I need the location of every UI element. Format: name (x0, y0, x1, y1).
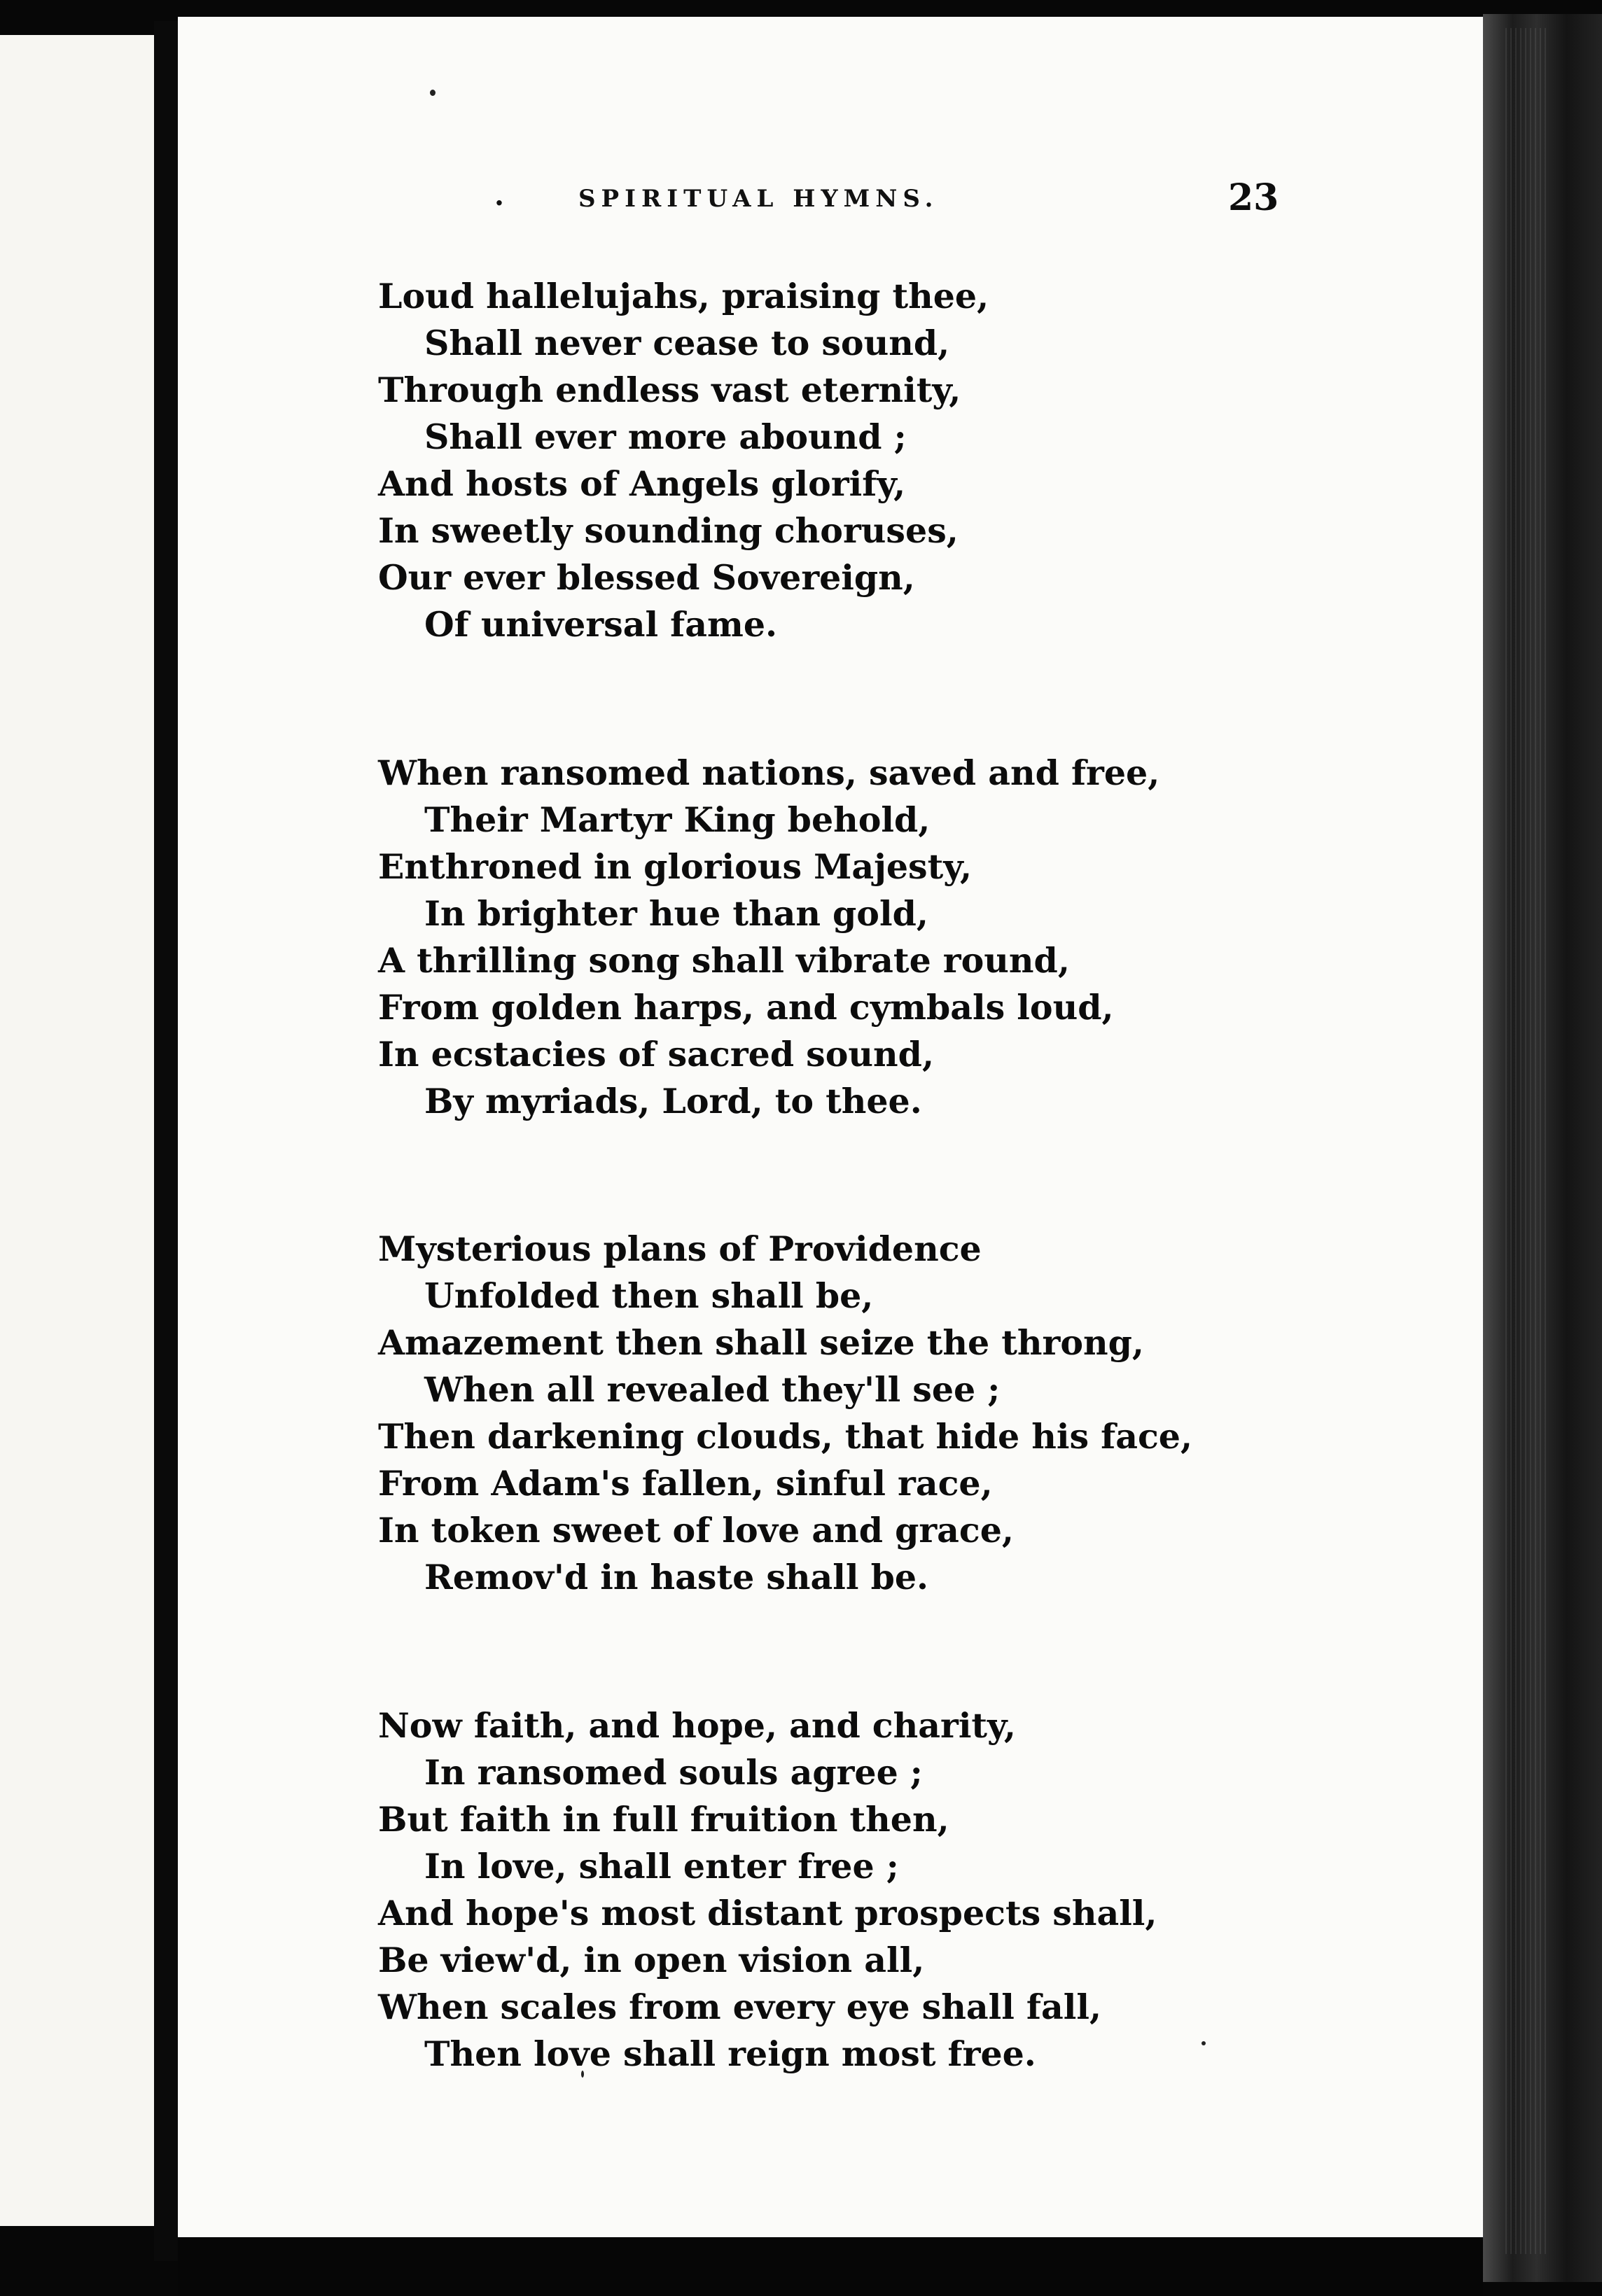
verse-line: Amazement then shall seize the throng, (378, 1322, 1144, 1363)
verse-line: Shall ever more abound ; (424, 416, 907, 457)
verse-line: From golden harps, and cymbals loud, (378, 987, 1114, 1028)
verse-line: Now faith, and hope, and charity, (378, 1705, 1016, 1746)
verse-line: A thrilling song shall vibrate round, (378, 940, 1070, 981)
running-head (178, 176, 1483, 228)
verse-line: In sweetly sounding choruses, (378, 510, 959, 551)
verse-line: When ransomed nations, saved and free, (378, 752, 1160, 793)
running-head-dot: . (494, 179, 504, 212)
verse-line: Enthroned in glorious Majesty, (378, 846, 973, 887)
verse-line: Be view'd, in open vision all, (378, 1940, 925, 1980)
stanza (378, 1702, 1428, 2078)
verse-line: But faith in full fruition then, (378, 1799, 949, 1840)
verse-line: And hosts of Angels glorify, (378, 463, 906, 504)
book-edge-texture (1505, 28, 1547, 2254)
verse-line: Shall never cease to sound, (424, 323, 950, 363)
verse-line: Then love shall reign most free. (424, 2033, 1036, 2074)
verse-line: Remov'd in haste shall be. (424, 1557, 929, 1597)
verse-line: When all revealed they'll see ; (424, 1369, 1001, 1410)
ink-speck (430, 90, 436, 96)
stanza (378, 1226, 1428, 1601)
verse-line: From Adam's fallen, sinful race, (378, 1463, 993, 1504)
verse-line: In token sweet of love and grace, (378, 1510, 1014, 1550)
scan-border (178, 2237, 1483, 2296)
verse-line: In ransomed souls agree ; (424, 1752, 923, 1793)
book-page (178, 17, 1483, 2237)
verse-line: Loud hallelujahs, praising thee, (378, 276, 989, 316)
verse-line: Through endless vast eternity, (378, 370, 961, 410)
verse-line: By myriads, Lord, to thee. (424, 1081, 922, 1121)
page-number: 23 (1228, 176, 1279, 219)
verse-line: And hope's most distant prospects shall, (378, 1893, 1157, 1933)
verse-line: Mysterious plans of Providence (378, 1228, 982, 1269)
verse-line: Their Martyr King behold, (424, 799, 931, 840)
verse-line: Unfolded then shall be, (424, 1275, 874, 1316)
page-gutter (154, 21, 178, 2261)
facing-page-edge (0, 35, 154, 2226)
stanza (378, 750, 1428, 1125)
stanza (378, 273, 1428, 648)
verse-line: Then darkening clouds, that hide his face, (378, 1416, 1193, 1457)
verse-line: In ecstacies of sacred sound, (378, 1034, 935, 1074)
verse-line: Of universal fame. (424, 604, 778, 645)
running-head-title: SPIRITUAL HYMNS. (578, 185, 939, 213)
verse-line: Our ever blessed Sovereign, (378, 557, 915, 598)
verse-line: When scales from every eye shall fall, (378, 1987, 1102, 2027)
verse-line: In love, shall enter free ; (424, 1846, 899, 1886)
verse-line: In brighter hue than gold, (424, 893, 928, 934)
